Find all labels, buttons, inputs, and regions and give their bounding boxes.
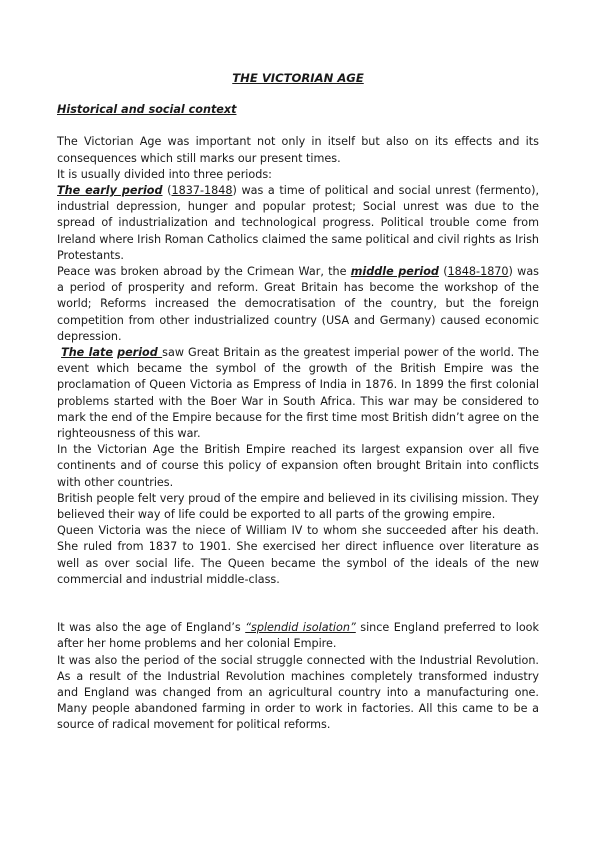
isolation-intro: It was also the age of England’s (57, 621, 246, 635)
paragraph-early-period: The early period (1837-1848) was a time of political and social unrest (fermento), industrial depression, hunger and popular protest; Social unrest was due to the spread of industrialization and technological progress. Political trouble come from Ireland where Irish Roman Catholics claimed the same political and civil rights as Irish Protestants. (57, 184, 540, 262)
paragraph-late-period (57, 345, 539, 442)
late-period-text: saw Great Britain as the greatest imperial power of the world. The event which became the symbol of the growth of the British Empire was the proclamation of Queen Victoria as Empress of India in 1876. In 1899 the first colonial problems started with the Boer War in South Africa. This war may be considered to mark the end of the Empire because for the first time most British didn’t agree on the righteousness of this war. (57, 346, 539, 441)
document-title: THE VICTORIAN AGE (232, 71, 364, 85)
paragraph-periods: It is usually divided into three periods: (57, 167, 272, 181)
late-period-label-a: The late (61, 346, 113, 360)
splendid-isolation-quote: “splendid isolation” (245, 621, 356, 635)
early-period-text: was a time of political and social unrest (fermento), industrial depression, hunger and popular protest; Social unrest was due to the spread of industrialization and technological progress. Political trouble come from Ireland where Irish Roman Catholics claimed the same political and civil rights as Irish Protestants. (57, 184, 540, 262)
middle-period-intro: Peace was broken abroad by the Crimean War, the (57, 265, 351, 279)
early-period-dates: 1837-1848 (171, 184, 233, 198)
section-heading: Historical and social context (57, 103, 237, 117)
paragraph-intro: The Victorian Age was important not only in itself but also on its effects and its consequences which still marks our present times. (57, 135, 539, 165)
paragraph-splendid-isolation (57, 620, 539, 652)
paragraph-civilising-mission: British people felt very proud of the empire and believed in its civilising mission. They believed their way of life could be exported to all parts of the growing empire. (57, 491, 539, 522)
late-period-label-b: period (117, 346, 163, 360)
middle-period-dates: 1848-1870 (447, 265, 509, 279)
middle-period-text: was a period of prosperity and reform. Great Britain has become the workshop of the world; Reforms increased the democratisation of the country, but the foreign competition from other industrialized country (USA and Germany) caused economic depression. (57, 265, 540, 343)
isolation-text: since England preferred to look after her home problems and her colonial Empire. (57, 621, 539, 651)
paragraph-industrial-revolution: It was also the period of the social struggle connected with the Industrial Revolution. As a result of the Industrial Revolution machines completely transformed industry and England was changed from an agricultural country into a manufacturing one. Many people abandoned farming in order to work in factories. All this came to be a source of radical movement for political reforms. (57, 653, 539, 732)
paragraph-middle-period: Peace was broken abroad by the Crimean War, the middle period (1848-1870) was a period of prosperity and reform. Great Britain has become the workshop of the world; Reforms increased the democratisation of the country, but the foreign competition from other industrialized country (USA and Germany) caused economic depression. (57, 265, 540, 343)
early-period-label: The early period (57, 184, 163, 198)
document-page (57, 70, 539, 734)
middle-period-label: middle period (350, 265, 439, 279)
paragraph-queen-victoria: Queen Victoria was the niece of William IV to whom she succeeded after his death. She ruled from 1837 to 1901. She exercised her direct influence over literature as well as over social life. The Queen became the symbol of the ideals of the new commercial and industrial middle-class. (57, 524, 539, 586)
paragraph-gap (57, 588, 539, 620)
paragraph-empire-expansion: In the Victorian Age the British Empire reached its largest expansion over all five continents and of course this policy of expansion often brought Britain into conflicts with other countries. (57, 443, 539, 489)
